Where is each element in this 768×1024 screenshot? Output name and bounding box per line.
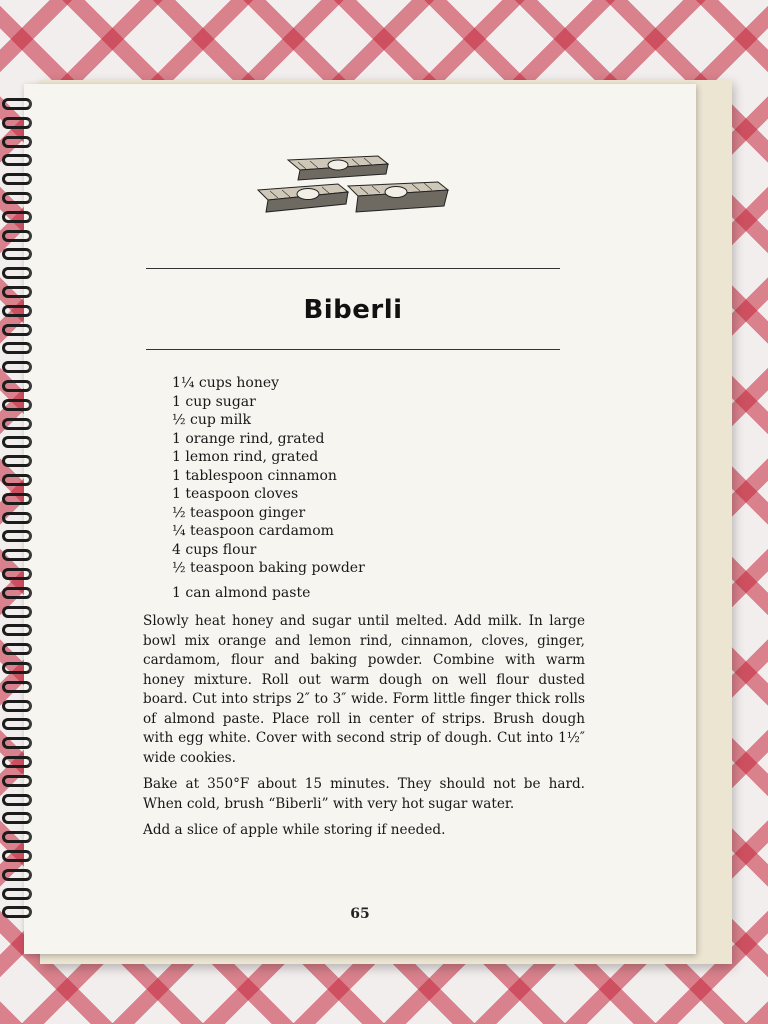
instruction-paragraph: Bake at 350°F about 15 minutes. They should not be hard. When cold, brush “Biberli” with very hot sugar water.	[143, 776, 585, 812]
ingredient-item: ¼ teaspoon cardamom	[172, 523, 334, 539]
spiral-coil	[2, 474, 32, 486]
instruction-paragraph: Add a slice of apple while storing if needed.	[143, 822, 446, 838]
ingredient-item: 1 teaspoon cloves	[172, 486, 299, 502]
spiral-coil	[2, 906, 32, 918]
spiral-coil	[2, 549, 32, 561]
spiral-binding	[0, 98, 40, 928]
ingredient-item: 1 lemon rind, grated	[172, 449, 319, 465]
spiral-coil	[2, 737, 32, 749]
spiral-coil	[2, 624, 32, 636]
instructions	[143, 612, 585, 848]
spiral-coil	[2, 662, 32, 674]
spiral-coil	[2, 98, 32, 110]
spiral-coil	[2, 794, 32, 806]
spiral-coil	[2, 812, 32, 824]
spiral-coil	[2, 380, 32, 392]
ingredient-item: ½ teaspoon baking powder	[172, 560, 365, 576]
ingredient-item: ½ teaspoon ginger	[172, 504, 306, 521]
spiral-coil	[2, 136, 32, 148]
spiral-coil	[2, 643, 32, 655]
spiral-coil	[2, 775, 32, 787]
spiral-coil	[2, 342, 32, 354]
spiral-coil	[2, 681, 32, 693]
spiral-coil	[2, 700, 32, 712]
spiral-coil	[2, 568, 32, 580]
instruction-paragraph: Slowly heat honey and sugar until melted. Add milk. In large bowl mix orange and lemon rind, cinnamon, cloves, ginger, cardamom, flour and baking powder. Combine with warm honey mixture. Roll out warm dough on well flour dusted board. Cut into strips 2″ to 3″ wide. Form little finger thick rolls of almond paste. Place roll in center of strips. Brush dough with egg white. Cover with second strip of dough. Cut into 1½″ wide cookies.	[143, 613, 585, 766]
spiral-coil	[2, 154, 32, 166]
spiral-coil	[2, 173, 32, 185]
spiral-coil	[2, 831, 32, 843]
spiral-coil	[2, 436, 32, 448]
spiral-coil	[2, 211, 32, 223]
recipe-title: Biberli	[303, 295, 403, 325]
spiral-coil	[2, 267, 32, 279]
spiral-coil	[2, 230, 32, 242]
spiral-coil	[2, 718, 32, 730]
spiral-coil	[2, 587, 32, 599]
ingredient-item: 1 tablespoon cinnamon	[172, 467, 337, 484]
ingredient-item: 1 orange rind, grated	[172, 430, 325, 447]
spiral-coil	[2, 493, 32, 505]
spiral-coil	[2, 192, 32, 204]
ingredient-item: 1 can almond paste	[172, 584, 311, 601]
ingredient-list	[172, 374, 365, 602]
spiral-coil	[2, 606, 32, 618]
spiral-coil	[2, 455, 32, 467]
ingredient-item: ½ cup milk	[172, 412, 252, 428]
spiral-coil	[2, 248, 32, 260]
bottom-divider	[146, 349, 560, 350]
spiral-coil	[2, 530, 32, 542]
spiral-coil	[2, 869, 32, 881]
spiral-coil	[2, 305, 32, 317]
spiral-coil	[2, 399, 32, 411]
page-number: 65	[350, 906, 370, 922]
cookie-illustration-icon	[248, 150, 458, 230]
spiral-coil	[2, 512, 32, 524]
spiral-coil	[2, 888, 32, 900]
spiral-coil	[2, 756, 32, 768]
spiral-coil	[2, 361, 32, 373]
spiral-coil	[2, 418, 32, 430]
spiral-coil	[2, 324, 32, 336]
ingredient-item: 1¼ cups honey	[172, 375, 280, 391]
spiral-coil	[2, 286, 32, 298]
top-divider	[146, 268, 560, 269]
spiral-coil	[2, 850, 32, 862]
ingredient-item: 1 cup sugar	[172, 393, 256, 410]
ingredient-item: 4 cups flour	[172, 541, 257, 558]
spiral-coil	[2, 117, 32, 129]
